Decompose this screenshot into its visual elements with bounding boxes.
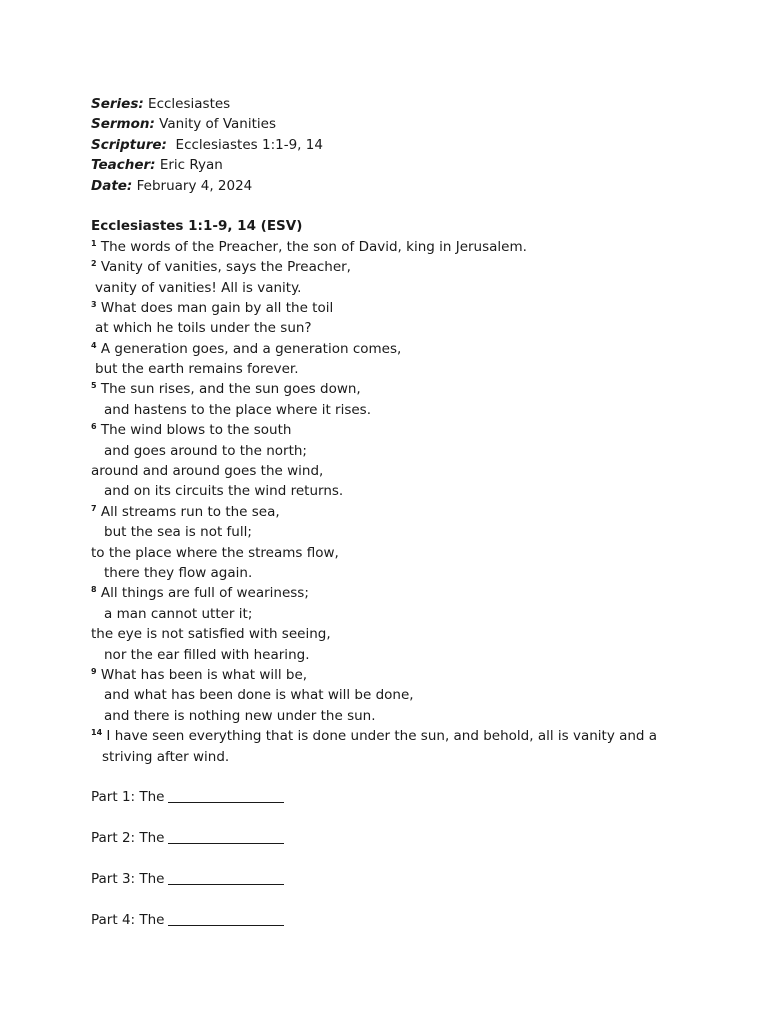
verse-line	[91, 543, 691, 563]
verse-line	[91, 379, 691, 399]
teacher-label: Teacher:	[91, 157, 156, 174]
verse-text: the eye is not satisfied with seeing,	[91, 626, 331, 643]
part-label: Part 2: The	[91, 830, 165, 847]
verse-line	[91, 359, 691, 379]
verse-number: 9	[91, 666, 97, 676]
verse-text: and hastens to the place where it rises.	[104, 401, 371, 418]
verse-text: The wind blows to the south	[96, 422, 292, 439]
verse-line	[91, 563, 691, 583]
teacher-line	[91, 155, 691, 175]
verse-line	[91, 604, 691, 624]
verse-text: a man cannot utter it;	[104, 605, 253, 622]
verse-text: Vanity of vanities, says the Preacher,	[96, 259, 351, 276]
verse-text: striving after wind.	[102, 748, 230, 765]
verse-line	[91, 522, 691, 542]
fill-in-blank[interactable]	[168, 870, 284, 885]
verse-text: The sun rises, and the sun goes down,	[96, 381, 361, 398]
verse-line	[91, 257, 691, 277]
fill-in-blank[interactable]	[168, 788, 284, 803]
verse-text: around and around goes the wind,	[91, 463, 324, 480]
outline-part-4	[91, 910, 691, 930]
passage-body	[91, 237, 691, 767]
verse-number: 8	[91, 585, 97, 595]
spacer	[91, 767, 691, 787]
verse-line	[91, 502, 691, 522]
verse-number: 4	[91, 340, 97, 350]
verse-line	[91, 624, 691, 644]
fill-in-blank[interactable]	[168, 829, 284, 844]
verse-text: The words of the Preacher, the son of David, king in Jerusalem.	[96, 238, 527, 255]
teacher-value: Eric Ryan	[155, 157, 223, 174]
verse-line	[91, 461, 691, 481]
verse-number: 14	[91, 728, 103, 738]
series-label: Series:	[91, 96, 144, 112]
outline-part-3	[91, 869, 691, 889]
verse-line	[91, 706, 691, 726]
verse-text: What does man gain by all the toil	[96, 299, 334, 316]
verse-text: What has been is what will be,	[96, 666, 308, 683]
verse-line	[91, 298, 691, 318]
date-line	[91, 176, 691, 196]
sermon-line	[91, 114, 691, 134]
verse-text: A generation goes, and a generation comes,	[96, 340, 402, 357]
spacer	[91, 196, 691, 216]
verse-line	[91, 481, 691, 501]
verse-text: there they flow again.	[104, 564, 253, 581]
document-page	[91, 94, 691, 951]
verse-text: at which he toils under the sun?	[95, 320, 312, 337]
verse-line	[91, 237, 691, 257]
verse-text: and goes around to the north;	[104, 442, 307, 459]
series-value: Ecclesiastes	[143, 96, 231, 112]
verse-line	[91, 685, 691, 705]
verse-number: 7	[91, 503, 97, 513]
verse-number: 1	[91, 238, 97, 248]
verse-line	[91, 339, 691, 359]
sermon-value: Vanity of Vanities	[154, 116, 276, 133]
verse-number: 2	[91, 259, 97, 269]
part-label: Part 3: The	[91, 871, 165, 888]
outline-part-2	[91, 828, 691, 848]
scripture-value: Ecclesiastes 1:1-9, 14	[166, 136, 323, 153]
verse-text: nor the ear filled with hearing.	[104, 646, 310, 663]
outline-parts	[91, 787, 691, 930]
verse-line	[91, 665, 691, 685]
verse-line	[91, 318, 691, 338]
verse-line	[91, 747, 691, 767]
scripture-label: Scripture:	[91, 136, 167, 153]
verse-number: 3	[91, 299, 97, 309]
verse-number: 6	[91, 422, 97, 432]
verse-text: All things are full of weariness;	[96, 585, 309, 602]
verse-text: and on its circuits the wind returns.	[104, 483, 344, 500]
verse-text: vanity of vanities! All is vanity.	[95, 279, 302, 296]
part-label: Part 4: The	[91, 912, 165, 929]
verse-text: and there is nothing new under the sun.	[104, 707, 376, 724]
scripture-line	[91, 135, 691, 155]
verse-text: but the sea is not full;	[104, 524, 252, 541]
part-label: Part 1: The	[91, 789, 165, 806]
verse-text: and what has been done is what will be done,	[104, 687, 414, 704]
verse-line	[91, 400, 691, 420]
fill-in-blank[interactable]	[168, 911, 284, 926]
verse-number: 5	[91, 381, 97, 391]
verse-text: but the earth remains forever.	[95, 361, 299, 378]
series-line	[91, 94, 691, 114]
date-value: February 4, 2024	[132, 177, 253, 194]
verse-line	[91, 278, 691, 298]
verse-text: to the place where the streams flow,	[91, 544, 339, 561]
verse-text: All streams run to the sea,	[96, 503, 280, 520]
sermon-label: Sermon:	[91, 116, 155, 133]
passage-heading: Ecclesiastes 1:1-9, 14 (ESV)	[91, 218, 303, 235]
verse-line	[91, 441, 691, 461]
outline-part-1	[91, 787, 691, 807]
verse-line	[91, 645, 691, 665]
verse-line	[91, 583, 691, 603]
verse-line	[91, 726, 691, 746]
date-label: Date:	[91, 177, 133, 194]
verse-text: I have seen everything that is done under the sun, and behold, all is vanity and a	[102, 728, 658, 745]
verse-line	[91, 420, 691, 440]
